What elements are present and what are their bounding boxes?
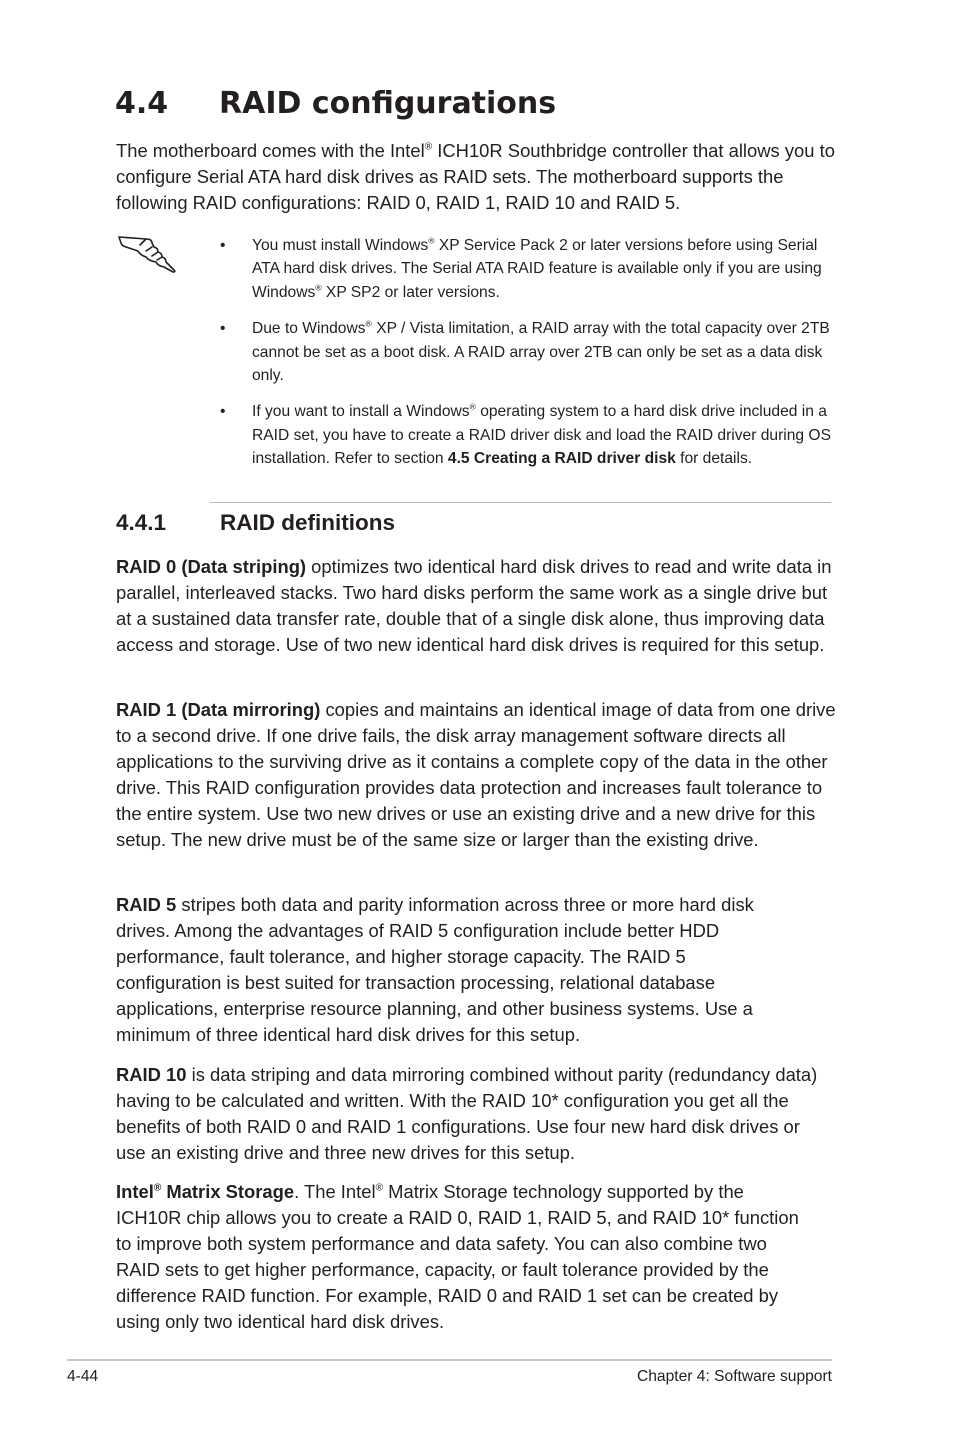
intro-paragraph: The motherboard comes with the Intel® ICH10R Southbridge controller that allows you to configure Serial ATA hard disk drives as RAID sets. The motherboard supports the following RAID configurations: RAID 0, RAID 1, RAID 10 and RAID 5. <box>116 140 835 213</box>
raid10-paragraph: RAID 10 is data striping and data mirroring combined without parity (redundancy data) having to be calculated and written. With the RAID 10* configuration you get all the benefits of both RAID 0 and RAID 1 configurations. Use four new hard disk drives or use an existing drive and three new drives for this setup. <box>116 1064 818 1163</box>
page-number: 4-44 <box>67 1368 99 1385</box>
section-reference: 4.5 Creating a RAID driver disk <box>447 450 676 468</box>
chapter-label: Chapter 4: Software support <box>636 1368 832 1385</box>
bullet: • <box>220 320 226 338</box>
subsection-title: RAID definitions <box>220 510 395 535</box>
section-heading <box>115 86 556 121</box>
raid5-paragraph: RAID 5 stripes both data and parity information across three or more hard disk drives. Among the advantages of RAID 5 configuration include better HDD performance, fault tolerance, and higher storage capacity. The RAID 5 configuration is best suited for transaction processing, relational database applications, enterprise resource planning, and other business systems. Use a minimum of three identical hard disk drives for this setup. <box>116 894 754 1045</box>
hand-pointing-icon <box>116 227 178 273</box>
section-title: RAID configurations <box>219 86 557 121</box>
note-list <box>212 234 832 484</box>
note-item: • Due to Windows® XP / Vista limitation, a RAID array with the total capacity over 2TB cannot be set as a boot disk. A RAID array over 2TB can only be set as a data disk only. <box>220 318 830 385</box>
note-divider <box>210 502 831 503</box>
matrix-storage-paragraph: Intel® Matrix Storage. The Intel® Matrix Storage technology supported by the ICH10R chip allows you to create a RAID 0, RAID 1, RAID 5, and RAID 10* function to improve both system performance and data safety. You can also combine two RAID sets to get higher performance, capacity, or fault tolerance provided by the difference RAID function. For example, RAID 0 and RAID 1 set can be created by using only two identical hard disk drives. <box>116 1181 799 1332</box>
subsection-number: 4.4.1 <box>116 510 167 535</box>
footer-divider <box>67 1359 832 1361</box>
bullet: • <box>220 237 226 254</box>
section-number: 4.4 <box>115 86 169 121</box>
note-item: • You must install Windows® XP Service Pack 2 or later versions before using Serial ATA hard disk drives. The Serial ATA RAID feature is available only if you are using Windows® XP SP2 or later versions. <box>220 235 822 301</box>
note-item: • If you want to install a Windows® operating system to a hard disk drive included in a RAID set, you have to create a RAID driver disk and load the RAID driver during OS installation. Refer to section 4.5 Creating a RAID driver disk for details. <box>220 402 831 468</box>
raid0-paragraph: RAID 0 (Data striping) optimizes two identical hard disk drives to read and write data in parallel, interleaved stacks. Two hard disks perform the same work as a single drive but at a sustained data transfer rate, double that of a single disk alone, thus improving data access and storage. Use of two new identical hard disk drives is required for this setup. <box>116 556 832 655</box>
subsection-heading <box>116 510 395 536</box>
raid1-paragraph: RAID 1 (Data mirroring) copies and maintains an identical image of data from one drive to a second drive. If one drive fails, the disk array management software directs all applications to the surviving drive as it contains a complete copy of the data in the other drive. This RAID configuration provides data protection and increases fault tolerance to the entire system. Use two new drives or use an existing drive and a new drive for this setup. The new drive must be of the same size or larger than the existing drive. <box>116 699 836 850</box>
bullet: • <box>220 403 226 421</box>
